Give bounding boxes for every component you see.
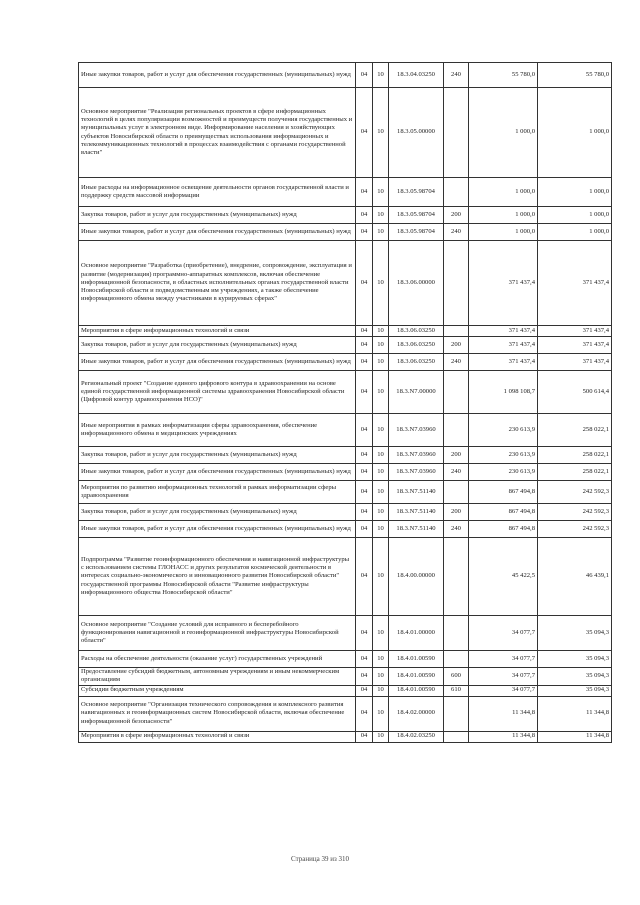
table-row: [79, 88, 612, 178]
row-subsection: 10: [373, 538, 389, 616]
row-expense-type: [444, 371, 469, 414]
table-row: [79, 481, 612, 504]
row-subsection: 10: [373, 178, 389, 207]
row-value-2: 371 437,4: [538, 337, 612, 354]
table-row: [79, 337, 612, 354]
row-section: 04: [356, 447, 373, 464]
page-footer: Страница 39 из 310: [291, 855, 349, 863]
row-name: Иные мероприятия в рамках информатизации сферы здравоохранения, обеспечение информационного обмена в медицинских учреждениях: [79, 414, 356, 447]
row-name: Закупка товаров, работ и услуг для государственных (муниципальных) нужд: [79, 337, 356, 354]
table-row: [79, 616, 612, 651]
row-section: 04: [356, 178, 373, 207]
row-value-2: 258 022,1: [538, 464, 612, 481]
table-row: [79, 207, 612, 224]
row-subsection: 10: [373, 63, 389, 88]
row-section: 04: [356, 337, 373, 354]
row-expense-type: 200: [444, 207, 469, 224]
row-subsection: 10: [373, 696, 389, 731]
row-value-1: 1 098 108,7: [469, 371, 538, 414]
row-value-2: 1 000,0: [538, 178, 612, 207]
row-value-1: 867 494,8: [469, 481, 538, 504]
table-row: [79, 521, 612, 538]
row-target-code: 18.3.04.03250: [389, 63, 444, 88]
row-target-code: 18.4.01.00590: [389, 685, 444, 696]
row-target-code: 18.3.05.98704: [389, 207, 444, 224]
row-section: 04: [356, 88, 373, 178]
row-name: Расходы на обеспечение деятельности (оказание услуг) государственных учреждений: [79, 651, 356, 668]
row-value-1: 11 344,8: [469, 696, 538, 731]
row-subsection: 10: [373, 668, 389, 686]
row-subsection: 10: [373, 414, 389, 447]
row-value-2: 35 094,3: [538, 651, 612, 668]
table-row: [79, 354, 612, 371]
row-name: Основное мероприятие "Создание условий для исправного и бесперебойного функционирования навигационной и геоинформационной инфраструктуры Новосибирской области": [79, 616, 356, 651]
row-value-1: 34 077,7: [469, 685, 538, 696]
row-value-1: 34 077,7: [469, 616, 538, 651]
row-name: Закупка товаров, работ и услуг для государственных (муниципальных) нужд: [79, 207, 356, 224]
table-row: [79, 464, 612, 481]
row-target-code: 18.3.N7.03960: [389, 414, 444, 447]
row-value-1: 867 494,8: [469, 521, 538, 538]
table-row: [79, 241, 612, 326]
row-value-2: 258 022,1: [538, 447, 612, 464]
row-section: 04: [356, 326, 373, 337]
row-value-1: 55 780,0: [469, 63, 538, 88]
row-name: Мероприятия по развитию информационных технологий в рамках информатизации сферы здравоохранения: [79, 481, 356, 504]
row-section: 04: [356, 414, 373, 447]
row-target-code: 18.3.N7.51140: [389, 481, 444, 504]
row-subsection: 10: [373, 371, 389, 414]
row-subsection: 10: [373, 337, 389, 354]
row-value-1: 1 000,0: [469, 88, 538, 178]
row-value-1: 230 613,9: [469, 464, 538, 481]
row-value-1: 34 077,7: [469, 651, 538, 668]
row-target-code: 18.4.02.03250: [389, 731, 444, 742]
row-target-code: 18.4.01.00000: [389, 616, 444, 651]
row-value-2: 242 592,3: [538, 481, 612, 504]
row-expense-type: [444, 696, 469, 731]
row-name: Субсидии бюджетным учреждениям: [79, 685, 356, 696]
row-value-1: 371 437,4: [469, 337, 538, 354]
row-expense-type: [444, 88, 469, 178]
row-value-2: 11 344,8: [538, 696, 612, 731]
row-subsection: 10: [373, 447, 389, 464]
row-expense-type: 200: [444, 447, 469, 464]
budget-table: [78, 62, 612, 743]
row-value-1: 230 613,9: [469, 414, 538, 447]
row-value-2: 35 094,3: [538, 685, 612, 696]
row-section: 04: [356, 538, 373, 616]
row-target-code: 18.3.N7.03960: [389, 447, 444, 464]
table-row: [79, 651, 612, 668]
row-value-2: 55 780,0: [538, 63, 612, 88]
row-value-2: 371 437,4: [538, 354, 612, 371]
row-section: 04: [356, 371, 373, 414]
table-row: [79, 668, 612, 686]
row-name: Мероприятия в сфере информационных технологий и связи: [79, 326, 356, 337]
row-value-2: 1 000,0: [538, 207, 612, 224]
table-row: [79, 224, 612, 241]
row-name: Основное мероприятие "Организация технического сопровождения и комплексного развития навигационных и геоинформационных систем Новосибирской области, включая обеспечение информационной безопасности": [79, 696, 356, 731]
row-value-2: 46 439,1: [538, 538, 612, 616]
row-value-2: 371 437,4: [538, 241, 612, 326]
row-target-code: 18.3.N7.00000: [389, 371, 444, 414]
row-value-2: 1 000,0: [538, 88, 612, 178]
row-expense-type: [444, 414, 469, 447]
row-value-1: 11 344,8: [469, 731, 538, 742]
row-subsection: 10: [373, 521, 389, 538]
row-expense-type: 200: [444, 504, 469, 521]
row-expense-type: 240: [444, 224, 469, 241]
row-section: 04: [356, 521, 373, 538]
row-section: 04: [356, 464, 373, 481]
row-target-code: 18.4.02.00000: [389, 696, 444, 731]
row-target-code: 18.3.N7.51140: [389, 521, 444, 538]
row-subsection: 10: [373, 651, 389, 668]
table-row: [79, 504, 612, 521]
row-section: 04: [356, 504, 373, 521]
row-target-code: 18.4.00.00000: [389, 538, 444, 616]
row-name: Иные закупки товаров, работ и услуг для обеспечения государственных (муниципальных) нужд: [79, 224, 356, 241]
row-subsection: 10: [373, 224, 389, 241]
row-expense-type: [444, 651, 469, 668]
row-subsection: 10: [373, 241, 389, 326]
row-subsection: 10: [373, 207, 389, 224]
table-row: [79, 538, 612, 616]
row-expense-type: 240: [444, 354, 469, 371]
row-value-1: 1 000,0: [469, 207, 538, 224]
row-value-2: 371 437,4: [538, 326, 612, 337]
row-subsection: 10: [373, 731, 389, 742]
row-target-code: 18.3.N7.03960: [389, 464, 444, 481]
row-section: 04: [356, 241, 373, 326]
table-row: [79, 63, 612, 88]
row-subsection: 10: [373, 464, 389, 481]
row-subsection: 10: [373, 685, 389, 696]
row-name: Основное мероприятие "Разработка (приобретение), внедрение, сопровождение, эксплуатация и развитие (модернизация) программно-аппаратных комплексов, включая обеспечение информационной безопасности, в областных исполнительных органах государственной власти Новосибирской области и подведомственным им учреждениях, а также обеспечение информационного обмена между участниками в курируемых сферах": [79, 241, 356, 326]
row-expense-type: [444, 616, 469, 651]
row-expense-type: 240: [444, 521, 469, 538]
row-subsection: 10: [373, 354, 389, 371]
row-expense-type: [444, 731, 469, 742]
table-row: [79, 178, 612, 207]
row-subsection: 10: [373, 326, 389, 337]
row-value-2: 1 000,0: [538, 224, 612, 241]
row-name: Закупка товаров, работ и услуг для государственных (муниципальных) нужд: [79, 447, 356, 464]
row-expense-type: [444, 241, 469, 326]
row-name: Иные закупки товаров, работ и услуг для обеспечения государственных (муниципальных) нужд: [79, 63, 356, 88]
row-expense-type: 610: [444, 685, 469, 696]
row-subsection: 10: [373, 88, 389, 178]
row-value-2: 242 592,3: [538, 504, 612, 521]
row-expense-type: 240: [444, 464, 469, 481]
row-value-2: 258 022,1: [538, 414, 612, 447]
table-row: [79, 447, 612, 464]
table-row: [79, 685, 612, 696]
row-section: 04: [356, 63, 373, 88]
row-name: Иные закупки товаров, работ и услуг для обеспечения государственных (муниципальных) нужд: [79, 521, 356, 538]
row-section: 04: [356, 731, 373, 742]
row-expense-type: [444, 538, 469, 616]
table-row: [79, 326, 612, 337]
row-target-code: 18.3.05.98704: [389, 178, 444, 207]
row-name: Иные расходы на информационное освещение деятельности органов государственной власти и поддержку средств массовой информации: [79, 178, 356, 207]
row-target-code: 18.3.N7.51140: [389, 504, 444, 521]
row-value-1: 45 422,5: [469, 538, 538, 616]
row-value-1: 371 437,4: [469, 241, 538, 326]
row-expense-type: 240: [444, 63, 469, 88]
row-section: 04: [356, 207, 373, 224]
row-target-code: 18.3.06.00000: [389, 241, 444, 326]
row-name: Мероприятия в сфере информационных технологий и связи: [79, 731, 356, 742]
row-target-code: 18.4.01.00590: [389, 651, 444, 668]
budget-table-body: [79, 63, 612, 743]
row-subsection: 10: [373, 481, 389, 504]
table-row: [79, 414, 612, 447]
row-value-1: 371 437,4: [469, 326, 538, 337]
row-expense-type: 200: [444, 337, 469, 354]
row-section: 04: [356, 224, 373, 241]
row-value-1: 867 494,8: [469, 504, 538, 521]
row-subsection: 10: [373, 616, 389, 651]
row-target-code: 18.3.05.00000: [389, 88, 444, 178]
row-value-1: 1 000,0: [469, 178, 538, 207]
row-target-code: 18.3.06.03250: [389, 326, 444, 337]
row-value-1: 34 077,7: [469, 668, 538, 686]
row-subsection: 10: [373, 504, 389, 521]
row-target-code: 18.3.06.03250: [389, 337, 444, 354]
row-name: Иные закупки товаров, работ и услуг для обеспечения государственных (муниципальных) нужд: [79, 464, 356, 481]
table-row: [79, 696, 612, 731]
row-expense-type: [444, 326, 469, 337]
row-value-2: 35 094,3: [538, 616, 612, 651]
row-section: 04: [356, 668, 373, 686]
row-expense-type: 600: [444, 668, 469, 686]
table-row: [79, 731, 612, 742]
row-section: 04: [356, 651, 373, 668]
row-section: 04: [356, 685, 373, 696]
row-name: Иные закупки товаров, работ и услуг для обеспечения государственных (муниципальных) нужд: [79, 354, 356, 371]
row-value-2: 500 614,4: [538, 371, 612, 414]
row-target-code: 18.3.05.98704: [389, 224, 444, 241]
row-target-code: 18.4.01.00590: [389, 668, 444, 686]
row-value-2: 242 592,3: [538, 521, 612, 538]
row-name: Подпрограмма "Развитие геоинформационного обеспечения и навигационной инфраструктуры с использованием системы ГЛОНАСС и других результатов космической деятельности в интересах социально-экономического и инновационного развития Новосибирской области" государственной программы Новосибирской области "Развитие инфраструктуры информационного общества Новосибирской области": [79, 538, 356, 616]
row-target-code: 18.3.06.03250: [389, 354, 444, 371]
row-section: 04: [356, 354, 373, 371]
table-row: [79, 371, 612, 414]
row-name: Предоставление субсидий бюджетным, автономным учреждениям и иным некоммерческим организациям: [79, 668, 356, 686]
row-name: Закупка товаров, работ и услуг для государственных (муниципальных) нужд: [79, 504, 356, 521]
row-value-1: 230 613,9: [469, 447, 538, 464]
row-value-1: 1 000,0: [469, 224, 538, 241]
row-value-1: 371 437,4: [469, 354, 538, 371]
row-section: 04: [356, 696, 373, 731]
row-expense-type: [444, 178, 469, 207]
row-value-2: 11 344,8: [538, 731, 612, 742]
row-section: 04: [356, 481, 373, 504]
row-section: 04: [356, 616, 373, 651]
row-value-2: 35 094,3: [538, 668, 612, 686]
row-name: Основное мероприятие "Реализация региональных проектов в сфере информационных технологий в целях популяризации возможностей и преимуществ получения государственных и муниципальных услуг в электронном виде. Информирование населения и хозяйствующих субъектов Новосибирской области о преимуществах использования информационных и телекоммуникационных технологий в процессах взаимодействия с органами государственной власти": [79, 88, 356, 178]
row-name: Региональный проект "Создание единого цифрового контура в здравоохранении на основе единой государственной информационной системы здравоохранения Новосибирской области (Цифровой контур здравоохранения НСО)": [79, 371, 356, 414]
row-expense-type: [444, 481, 469, 504]
